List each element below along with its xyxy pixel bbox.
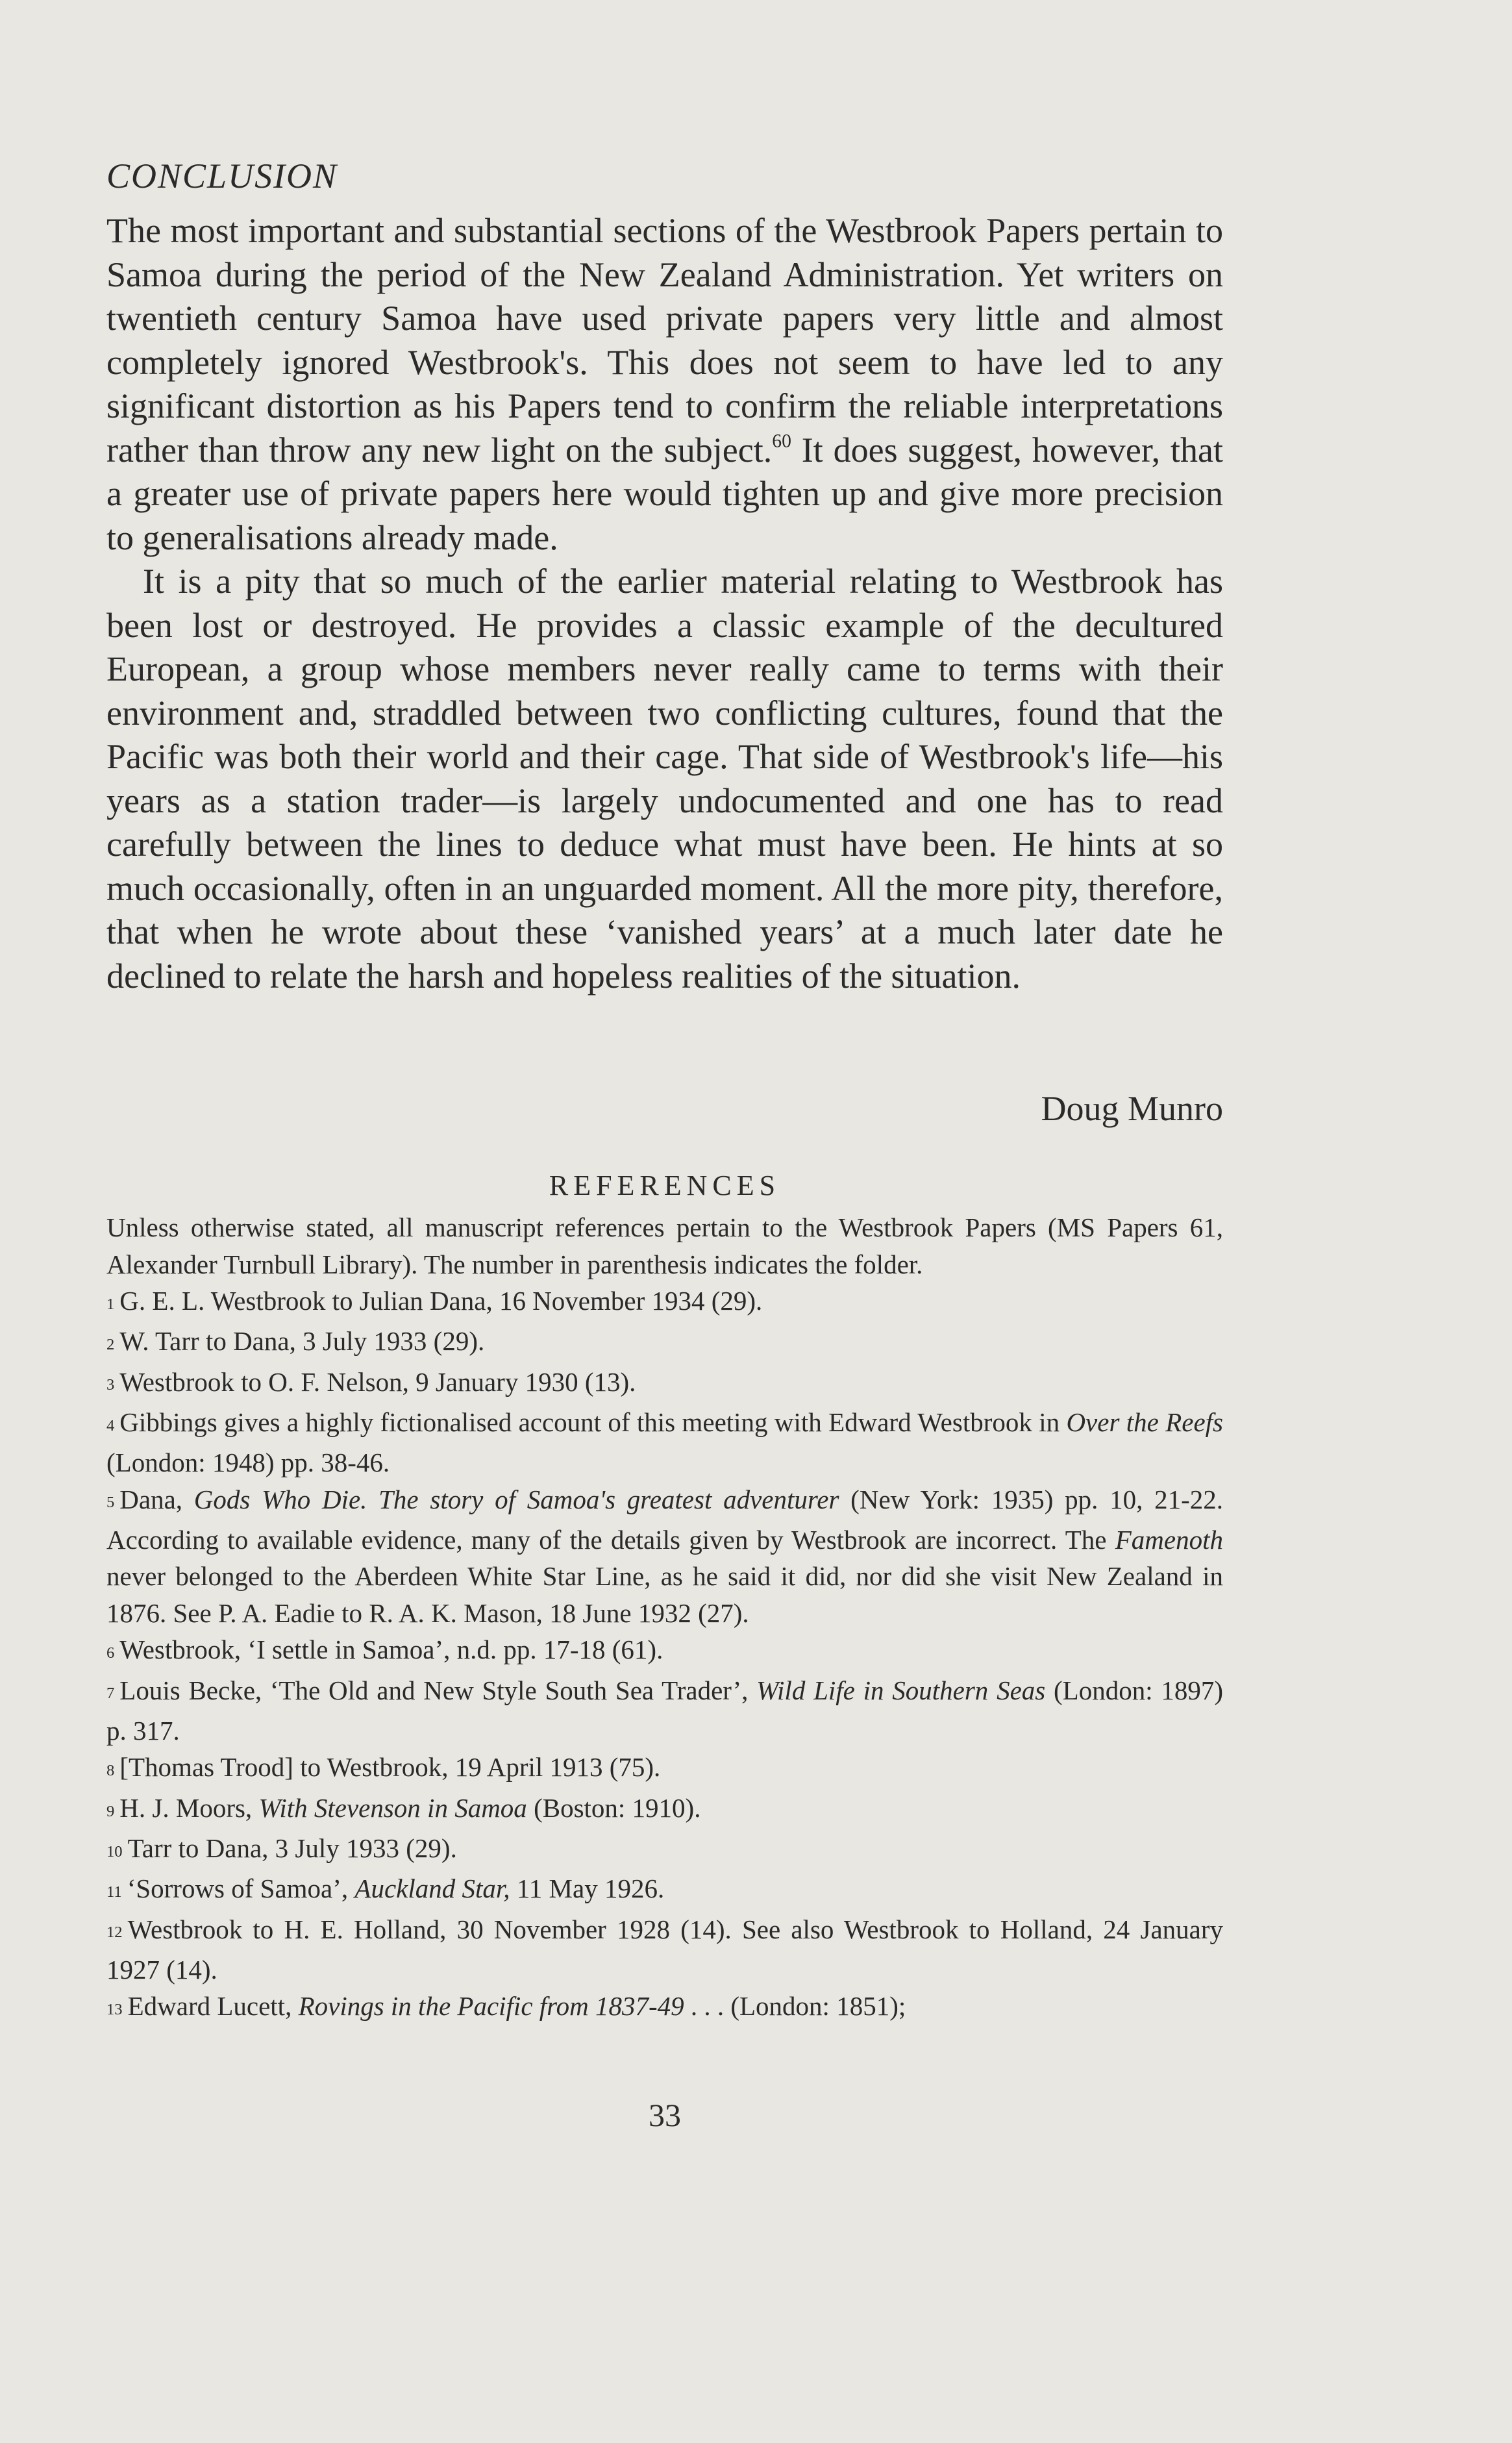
- reference-item: 7 Louis Becke, ‘The Old and New Style South Sea Trader’, Wild Life in Southern Seas (London: 1897) p. 317.: [106, 1675, 1223, 1746]
- reference-item: 12 Westbrook to H. E. Holland, 30 November 1928 (14). See also Westbrook to Holland, 24 January 1927 (14).: [106, 1914, 1223, 1985]
- references-heading: REFERENCES: [549, 1170, 781, 1201]
- paragraph-1: The most important and substantial sections of the Westbrook Papers pertain to Samoa during the period of the New Zealand Administration. Yet writers on twentieth century Samoa have used private papers very little and almost completely ignored Westbrook's. This does not seem to have led to any significant distortion as his Papers tend to confirm the reliable interpretations rather than throw any new light on the subject.$^{60}$ It does suggest, however, that a greater use of private papers here would tighten up and give more precision to generalisations already made.: [106, 211, 1223, 557]
- reference-item: 13 Edward Lucett, Rovings in the Pacific from 1837-49 . . . (London: 1851);: [106, 1991, 906, 2022]
- footnote-marker: 60: [772, 431, 791, 452]
- section-heading: CONCLUSION: [106, 157, 338, 195]
- reference-item: 8 [Thomas Trood] to Westbrook, 19 April 1913 (75).: [106, 1752, 661, 1783]
- reference-item: 10 Tarr to Dana, 3 July 1933 (29).: [106, 1833, 457, 1864]
- reference-item: 1 G. E. L. Westbrook to Julian Dana, 16 November 1934 (29).: [106, 1286, 763, 1316]
- page: [106, 0, 1223, 2443]
- reference-item: 6 Westbrook, ‘I settle in Samoa’, n.d. pp. 17-18 (61).: [106, 1635, 663, 1665]
- references-intro: Unless otherwise stated, all manuscript references pertain to the Westbrook Papers (MS Papers 61, Alexander Turnbull Library). The number in parenthesis indicates the folder.: [106, 1212, 1223, 1279]
- page-number: 33: [649, 2097, 681, 2133]
- reference-item: 5 Dana, Gods Who Die. The story of Samoa's greatest adventurer (New York: 1935) pp. 10, 21-22. According to available evidence, many of the details given by Westbrook are incorrect. The Famenoth never belonged to the Aberdeen White Star Line, as he said it did, nor did she visit New Zealand in 1876. See P. A. Eadie to R. A. K. Mason, 18 June 1932 (27).: [106, 1484, 1223, 1628]
- reference-item: 3 Westbrook to O. F. Nelson, 9 January 1930 (13).: [106, 1366, 636, 1397]
- reference-item: 2 W. Tarr to Dana, 3 July 1933 (29).: [106, 1326, 485, 1357]
- author-signature: Doug Munro: [1041, 1089, 1223, 1128]
- references-list: [106, 1209, 1223, 2029]
- reference-item: 4 Gibbings gives a highly fictionalised account of this meeting with Edward Westbrook in Over the Reefs (London: 1948) pp. 38-46.: [106, 1407, 1223, 1478]
- conclusion-body: [106, 209, 1223, 998]
- paragraph-2: It is a pity that so much of the earlier material relating to Westbrook has been lost or destroyed. He provides a classic example of the decultured European, a group whose members never really came to terms with their environment and, straddled between two conflicting cultures, found that the Pacific was both their world and their cage. That side of Westbrook's life—his years as a station trader—is largely undocumented and one has to read carefully between the lines to deduce what must have been. He hints at so much occasionally, often in an unguarded moment. All the more pity, therefore, that when he wrote about these ‘vanished years’ at a much later date he declined to relate the harsh and hopeless realities of the situation.: [106, 562, 1223, 996]
- reference-item: 11 ‘Sorrows of Samoa’, Auckland Star, 11 May 1926.: [106, 1873, 665, 1904]
- reference-item: 9 H. J. Moors, With Stevenson in Samoa (Boston: 1910).: [106, 1792, 701, 1823]
